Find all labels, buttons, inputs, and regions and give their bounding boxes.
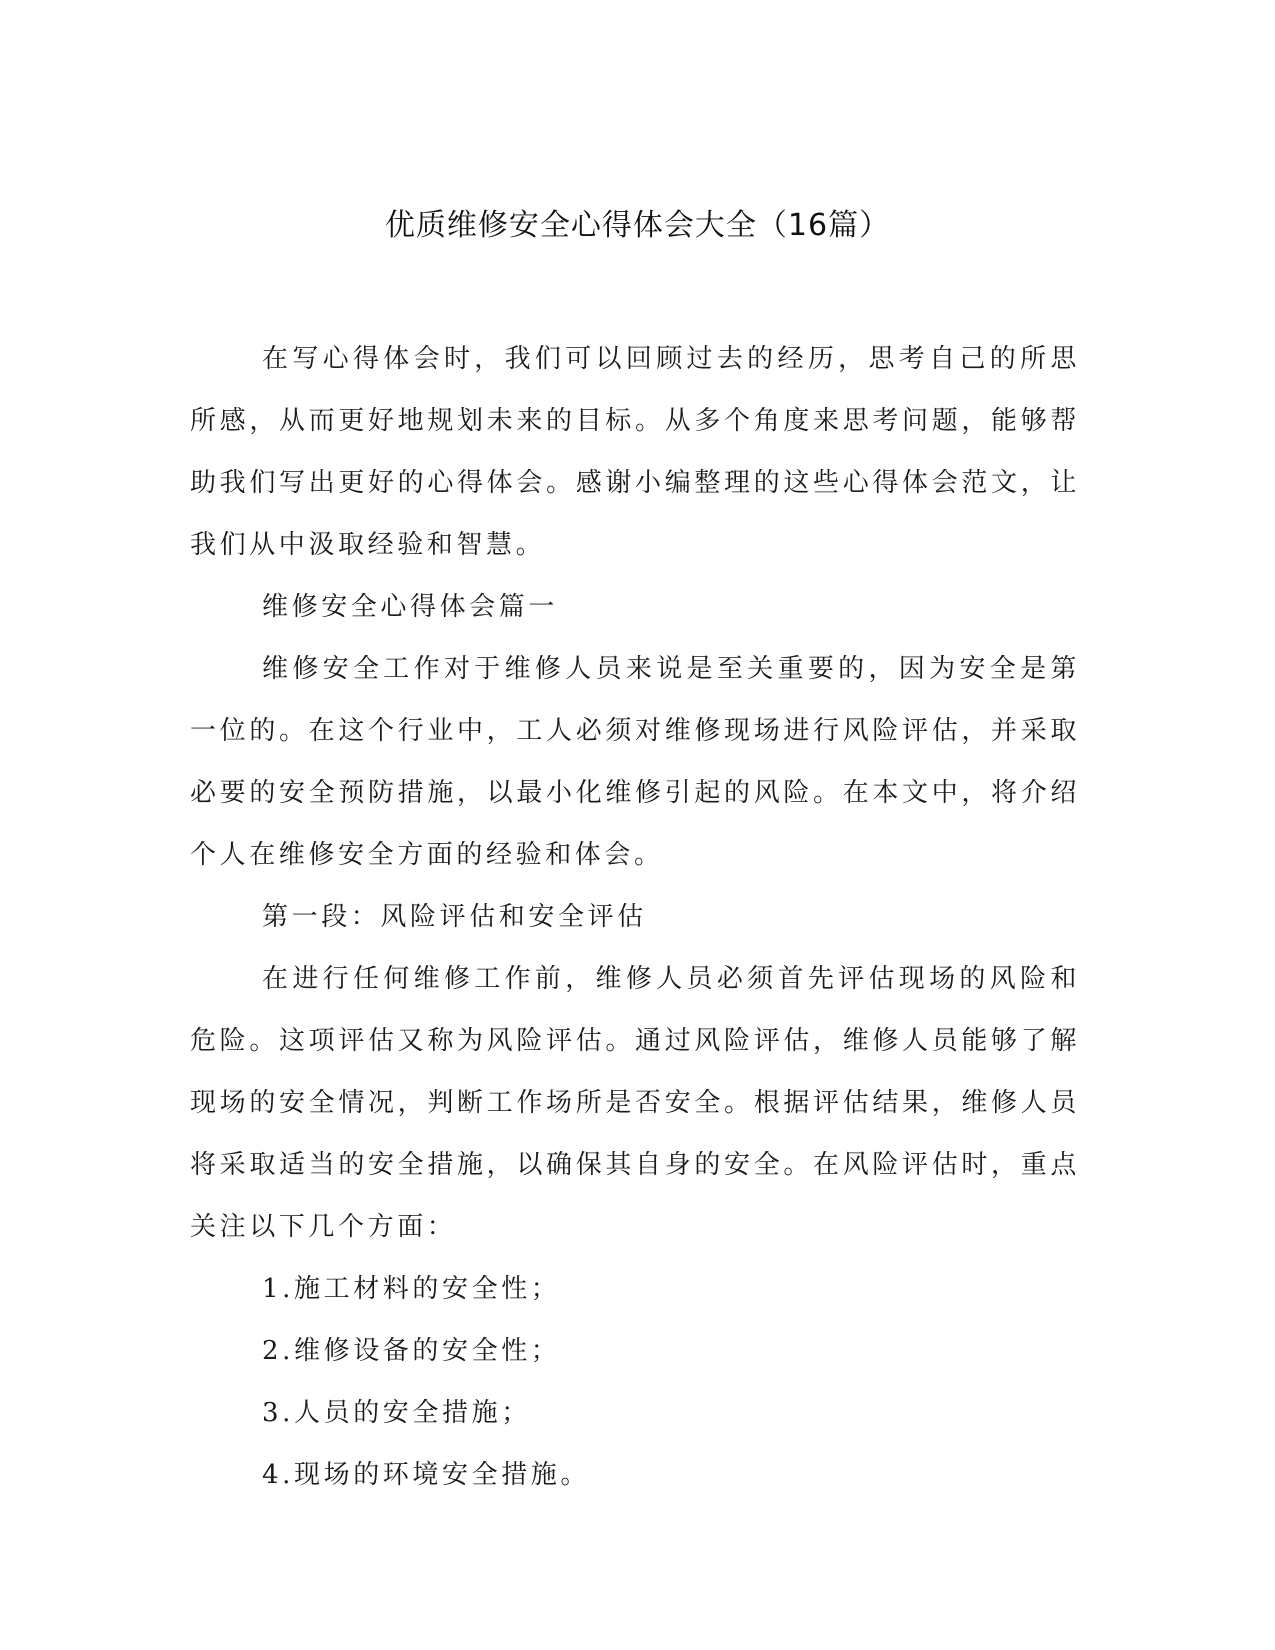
section-heading-part-one: 维修安全心得体会篇一 bbox=[262, 592, 559, 622]
section-heading-risk-assessment: 第一段：风险评估和安全评估 bbox=[262, 902, 647, 932]
list-item: 1.施工材料的安全性； bbox=[262, 1274, 561, 1304]
part-one-paragraph: 维修安全工作对于维修人员来说是至关重要的，因为安全是第一位的。在这个行业中，工人必须对维修现场进行风险评估，并采取必要的安全预防措施，以最小化维修引起的风险。在本文中，将介绍个人在维修安全方面的经验和体会。 bbox=[190, 654, 1080, 870]
list-item: 3.人员的安全措施； bbox=[262, 1398, 531, 1428]
list-item: 2.维修设备的安全性； bbox=[262, 1336, 561, 1366]
risk-assessment-paragraph: 在进行任何维修工作前，维修人员必须首先评估现场的风险和危险。这项评估又称为风险评估。通过风险评估，维修人员能够了解现场的安全情况，判断工作场所是否安全。根据评估结果，维修人员将采取适当的安全措施，以确保其自身的安全。在风险评估时，重点关注以下几个方面： bbox=[190, 964, 1080, 1242]
intro-paragraph: 在写心得体会时，我们可以回顾过去的经历，思考自己的所思所感，从而更好地规划未来的目标。从多个角度来思考问题，能够帮助我们写出更好的心得体会。感谢小编整理的这些心得体会范文，让我们从中汲取经验和智慧。 bbox=[190, 344, 1080, 560]
list-item: 4.现场的环境安全措施。 bbox=[262, 1460, 591, 1490]
document-title: 优质维修安全心得体会大全（16篇） bbox=[384, 208, 891, 243]
document-body bbox=[190, 328, 1080, 1506]
